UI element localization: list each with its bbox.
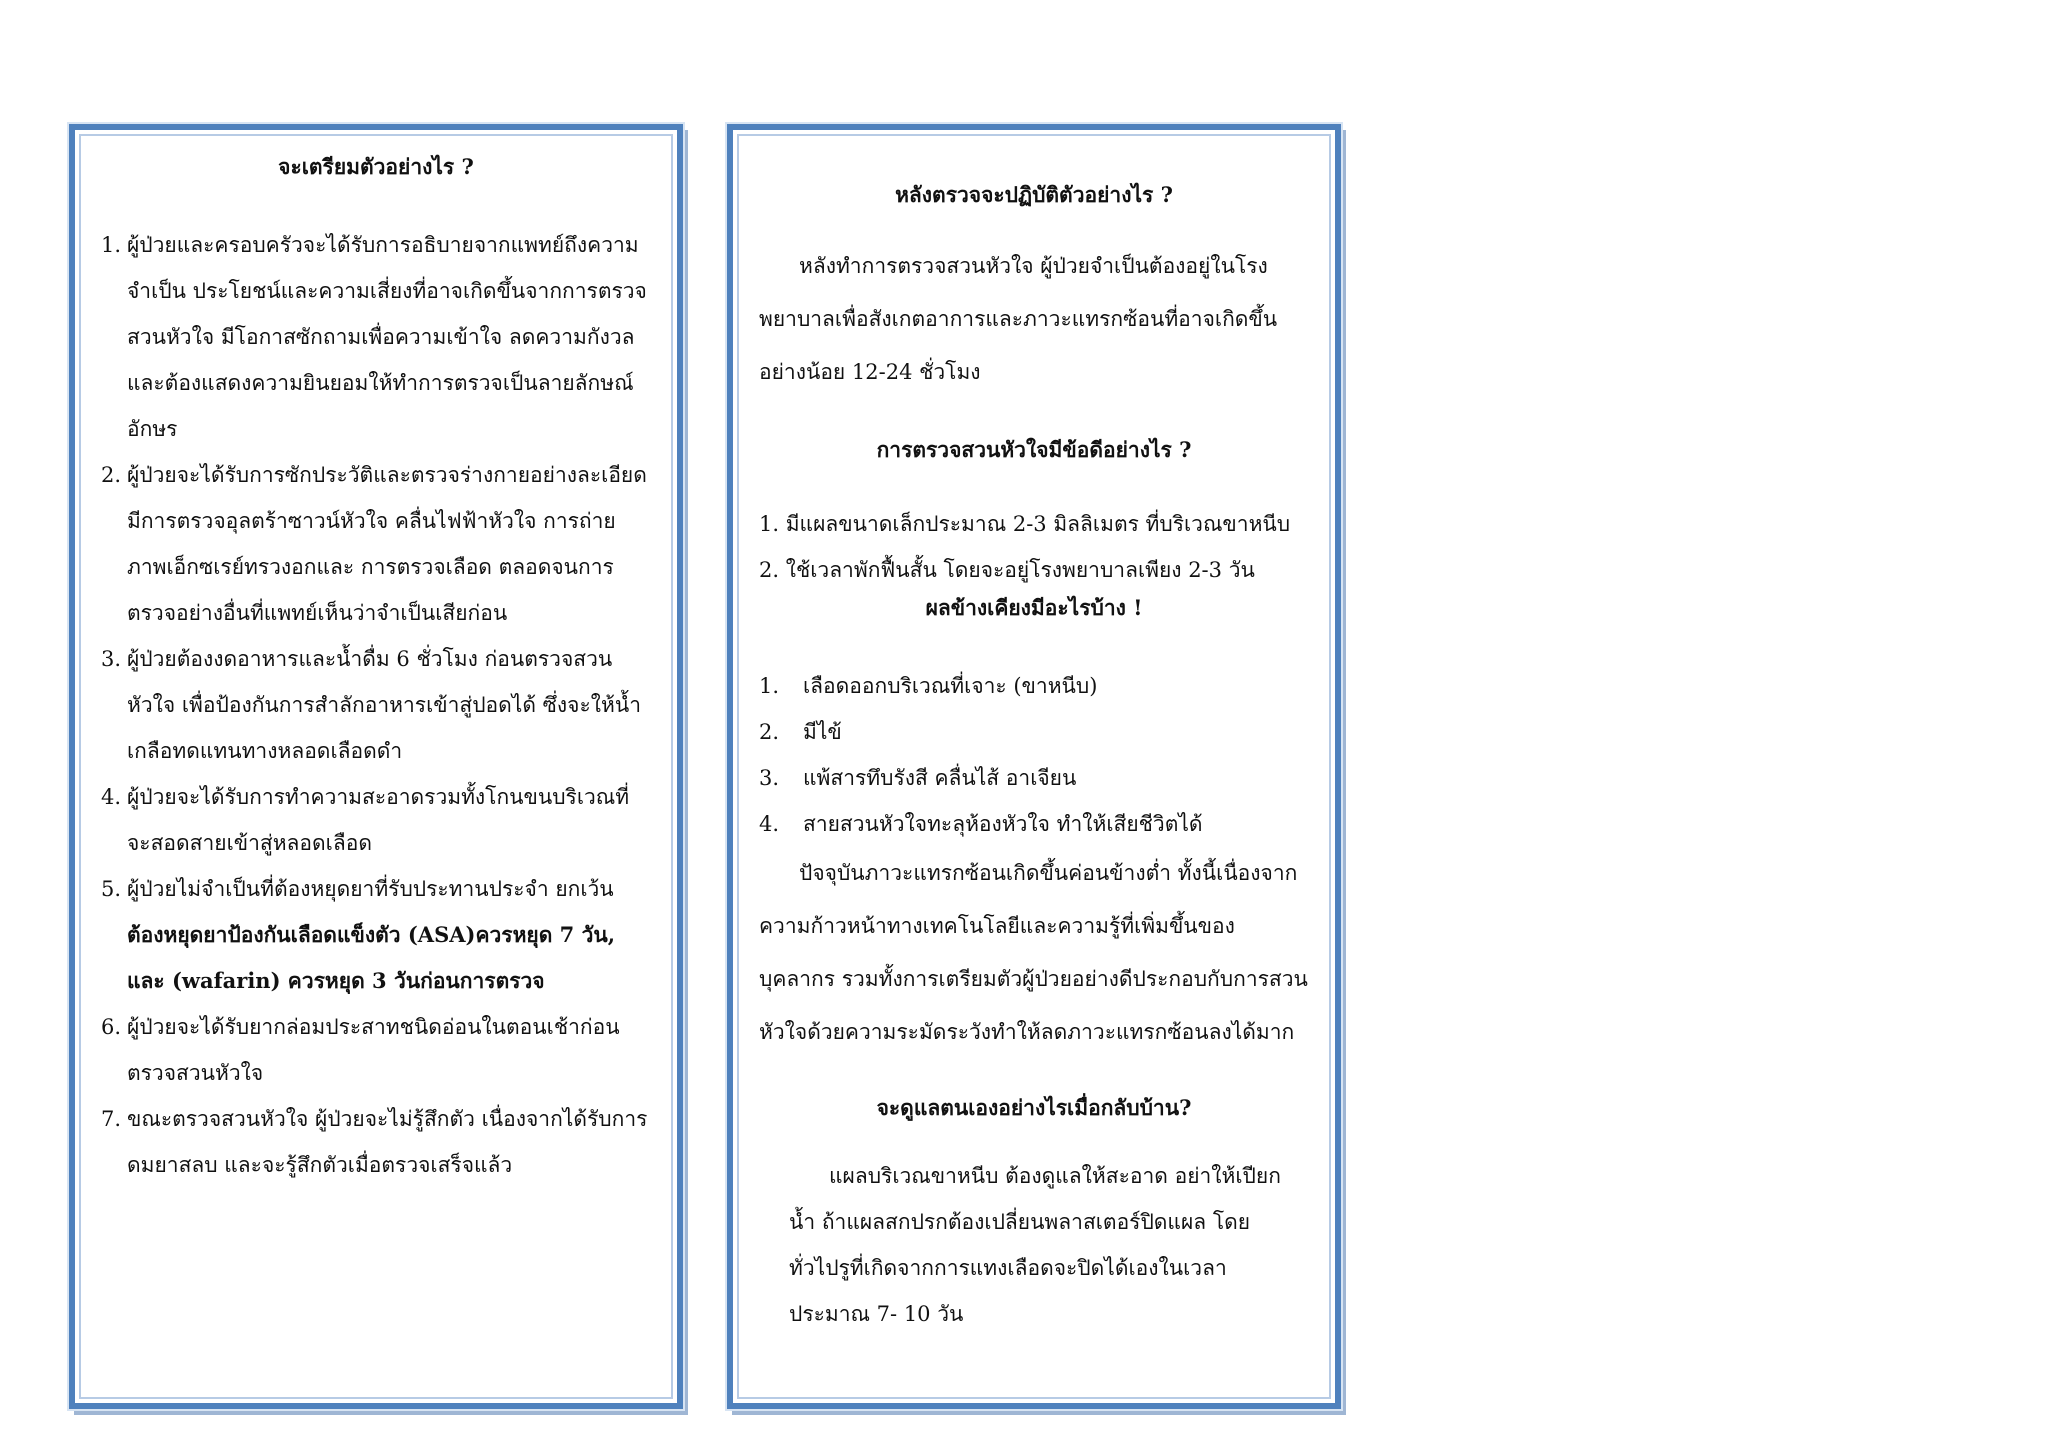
list-item: 4. สายสวนหัวใจทะลุห้องหัวใจ ทำให้เสียชีวิตได้ — [759, 812, 1203, 836]
benefits-list — [759, 501, 1309, 593]
list-item: 2. ใช้เวลาพักฟื้นสั้น โดยจะอยู่โรงพยาบาลเพียง 2-3 วัน — [759, 558, 1255, 582]
side-effects-title: ผลข้างเคียงมีอะไรบ้าง ! — [925, 595, 1143, 620]
side-effects-list — [759, 663, 1309, 847]
right-panel-content — [759, 130, 1309, 1403]
list-item: 3. แพ้สารทึบรังสี คลื่นไส้ อาเจียน — [759, 766, 1077, 790]
list-item: 3. ผู้ป่วยต้องงดอาหารและน้ำดื่ม 6 ชั่วโมง ก่อนตรวจสวนหัวใจ เพื่อป้องกันการสำลักอาหารเข้าสู่ปอดได้ ซึ่งจะให้น้ำเกลือทดแทนทางหลอดเลือดดำ — [101, 647, 641, 763]
medication-warning: ต้องหยุดยาป้องกันเลือดแข็งตัว (ASA)ควรหยุด 7 วัน, และ (wafarin) ควรหยุด 3 วันก่อนการตรวจ — [127, 922, 616, 993]
list-item: 1. มีแผลขนาดเล็กประมาณ 2-3 มิลลิเมตร ที่บริเวณขาหนีบ — [759, 512, 1291, 536]
preparation-title: จะเตรียมตัวอย่างไร ? — [278, 154, 474, 179]
after-exam-title: หลังตรวจจะปฏิบัติตัวอย่างไร ? — [895, 182, 1173, 207]
preparation-list — [101, 222, 651, 1188]
list-item: 5. ผู้ป่วยไม่จำเป็นที่ต้องหยุดยาที่รับประทานประจำ ยกเว้น ต้องหยุดยาป้องกันเลือดแข็งตัว (ASA)ควรหยุด 7 วัน, และ (wafarin) ควรหยุด 3 วันก่อนการตรวจ — [101, 877, 616, 993]
list-item: 4. ผู้ป่วยจะได้รับการทำความสะอาดรวมทั้งโกนขนบริเวณที่จะสอดสายเข้าสู่หลอดเลือด — [101, 785, 630, 855]
list-item: 2. มีไข้ — [759, 720, 842, 744]
list-item: 1. ผู้ป่วยและครอบครัวจะได้รับการอธิบายจากแพทย์ถึงความจำเป็น ประโยชน์และความเสี่ยงที่อาจเกิดขึ้นจากการตรวจสวนหัวใจ มีโอกาสซักถามเพื่อความเข้าใจ ลดความกังวล และต้องแสดงความยินยอมให้ทำการตรวจเป็นลายลักษณ์อักษร — [101, 233, 647, 441]
list-item: 7. ขณะตรวจสวนหัวใจ ผู้ป่วยจะไม่รู้สึกตัว เนื่องจากได้รับการดมยาสลบ และจะรู้สึกตัวเมื่อตรวจเสร็จแล้ว — [101, 1107, 648, 1177]
list-item: 2. ผู้ป่วยจะได้รับการซักประวัติและตรวจร่างกายอย่างละเอียด มีการตรวจอุลตร้าซาวน์หัวใจ คลื่นไฟฟ้าหัวใจ การถ่ายภาพเอ็กซเรย์ทรวงอกและ การตรวจเลือด ตลอดจนการตรวจอย่างอื่นที่แพทย์เห็นว่าจำเป็นเสียก่อน — [101, 463, 647, 625]
left-panel — [69, 124, 683, 1409]
after-exam-text: หลังทำการตรวจสวนหัวใจ ผู้ป่วยจำเป็นต้องอยู่ในโรงพยาบาลเพื่อสังเกตอาการและภาวะแทรกซ้อนที่อาจเกิดขึ้นอย่างน้อย 12-24 ชั่วโมง — [759, 254, 1278, 384]
left-panel-content — [101, 130, 651, 1403]
list-item: 6. ผู้ป่วยจะได้รับยากล่อมประสาทชนิดอ่อนในตอนเช้าก่อนตรวจสวนหัวใจ — [101, 1015, 620, 1085]
home-care-text: แผลบริเวณขาหนีบ ต้องดูแลให้สะอาด อย่าให้เปียกน้ำ ถ้าแผลสกปรกต้องเปลี่ยนพลาสเตอร์ปิดแผล โดยทั่วไปรูที่เกิดจากการแทงเลือดจะปิดได้เองในเวลาประมาณ 7- 10 วัน — [789, 1164, 1281, 1326]
list-item: 1. เลือดออกบริเวณที่เจาะ (ขาหนีบ) — [759, 674, 1098, 698]
side-effects-text: ปัจจุบันภาวะแทรกซ้อนเกิดขึ้นค่อนข้างต่ำ ทั้งนี้เนื่องจากความก้าวหน้าทางเทคโนโลยีและความรู้ที่เพิ่มขึ้นของบุคลากร รวมทั้งการเตรียมตัวผู้ป่วยอย่างดีประกอบกับการสวนหัวใจด้วยความระมัดระวังทำให้ลดภาวะแทรกซ้อนลงได้มาก — [759, 861, 1308, 1044]
benefits-title: การตรวจสวนหัวใจมีข้อดีอย่างไร ? — [876, 437, 1192, 462]
right-panel — [727, 124, 1341, 1409]
home-care-title: จะดูแลตนเองอย่างไรเมื่อกลับบ้าน? — [876, 1095, 1192, 1120]
